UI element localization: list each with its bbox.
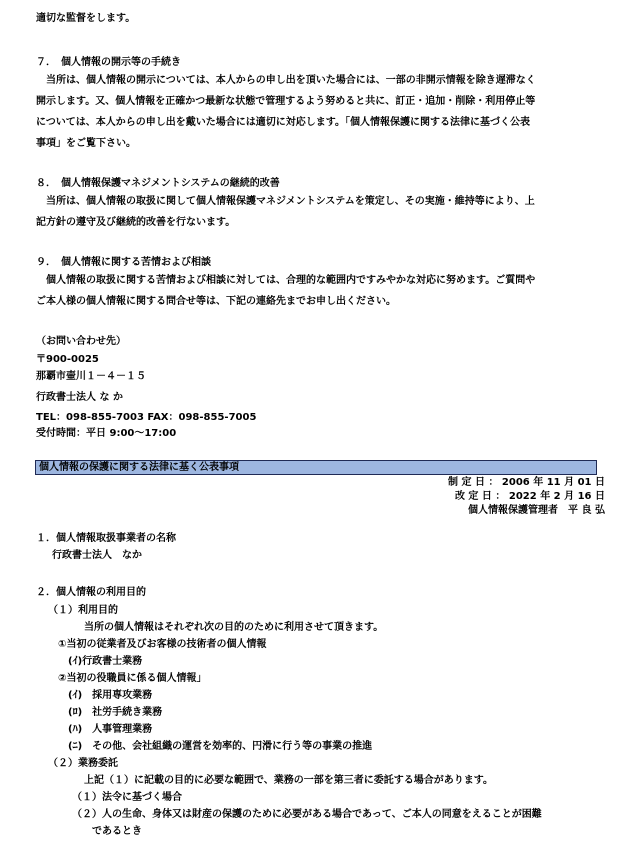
revised-date: 改 定 日 ： 2022 年 2 月 16 日	[454, 491, 605, 502]
section-7-heading: ７． 個人情報の開示等の手続き	[36, 57, 181, 68]
disclosure-title-bar	[35, 460, 597, 475]
contact-address: 那覇市壷川１－４－１５	[36, 371, 146, 382]
section-8-line: 記方針の遵守及び継続的改善を行ないます。	[36, 217, 236, 228]
contact-office: 行政書士法人 な か	[36, 392, 123, 403]
section-7-line: 当所は、個人情報の開示については、本人からの申し出を頂いた場合には、一部の非開示情報を除き遅滞なく	[36, 75, 536, 86]
disclosure-title: 個人情報の保護に関する法律に基く公表事項	[39, 462, 239, 473]
p2-category: ①当初の従業者及びお客様の技術者の個人情報	[58, 639, 267, 650]
p2-category-item: (ｲ)行政書士業務	[68, 656, 143, 667]
p2-sub2-desc: 上記（１）に記載の目的に必要な範囲で、業務の一部を第三者に委託する場合があります。	[84, 775, 493, 786]
p1-name: 行政書士法人 なか	[52, 550, 142, 561]
p2-sub2: （２）業務委託	[48, 758, 118, 769]
privacy-manager: 個人情報保護管理者 平 良 弘	[468, 505, 605, 516]
p2-sub2-item: （１）法令に基づく場合	[72, 792, 182, 803]
section-7-line: については、本人からの申し出を戴いた場合には適切に対応します。「個人情報保護に関する法律に基づく公表	[36, 117, 530, 128]
p2-category: ②当初の役職員に係る個人情報」	[58, 673, 207, 684]
p2-sub2-item-cont: であるとき	[92, 826, 142, 837]
section-9-heading: ９． 個人情報に関する苦情および相談	[36, 257, 211, 268]
section-9-line: ご本人様の個人情報に関する問合せ等は、下記の連絡先までお申し出ください。	[36, 296, 396, 307]
section-7-line: 開示します。又、個人情報を正確かつ最新な状態で管理するよう努めると共に、訂正・追加・削除・利用停止等	[36, 96, 536, 107]
p2-category-item: (ﾆ) その他、会社組織の運営を効率的、円滑に行う等の事業の推進	[68, 741, 373, 752]
p2-category-item: (ﾛ) 社労手続き業務	[68, 707, 163, 718]
intro-tail-text: 適切な監督をします。	[36, 13, 136, 24]
established-date: 制 定 日 ： 2006 年 11 月 01 日	[448, 477, 605, 488]
p1-heading: １．個人情報取扱事業者の名称	[36, 533, 176, 544]
section-7-line: 事項」をご覧下さい。	[36, 138, 136, 149]
p2-category-item: (ｲ) 採用専攻業務	[68, 690, 153, 701]
p2-sub1-desc: 当所の個人情報はそれぞれ次の目的のために利用させて頂きます。	[84, 622, 384, 633]
section-9-line: 個人情報の取扱に関する苦情および相談に対しては、合理的な範囲内ですみやかな対応に努めます。ご質問や	[36, 275, 536, 286]
section-8-heading: ８． 個人情報保護マネジメントシステムの継続的改善	[36, 178, 280, 189]
p2-sub1: （１）利用目的	[48, 605, 118, 616]
contact-tel-fax: TEL：098-855-7003 FAX：098-855-7005	[36, 412, 257, 423]
p2-heading: ２．個人情報の利用目的	[36, 587, 146, 598]
p2-category-item: (ﾊ) 人事管理業務	[68, 724, 153, 735]
section-8-line: 当所は、個人情報の取扱に関して個人情報保護マネジメントシステムを策定し、その実施・維持等により、上	[36, 196, 535, 207]
contact-label: （お問い合わせ先）	[36, 336, 126, 347]
contact-postal: 〒900-0025	[36, 354, 99, 365]
p2-sub2-item: （２）人の生命、身体又は財産の保護のために必要がある場合であって、ご本人の同意をえることが困難	[72, 809, 542, 820]
contact-hours: 受付時間：平日 9:00～17:00	[36, 428, 177, 439]
